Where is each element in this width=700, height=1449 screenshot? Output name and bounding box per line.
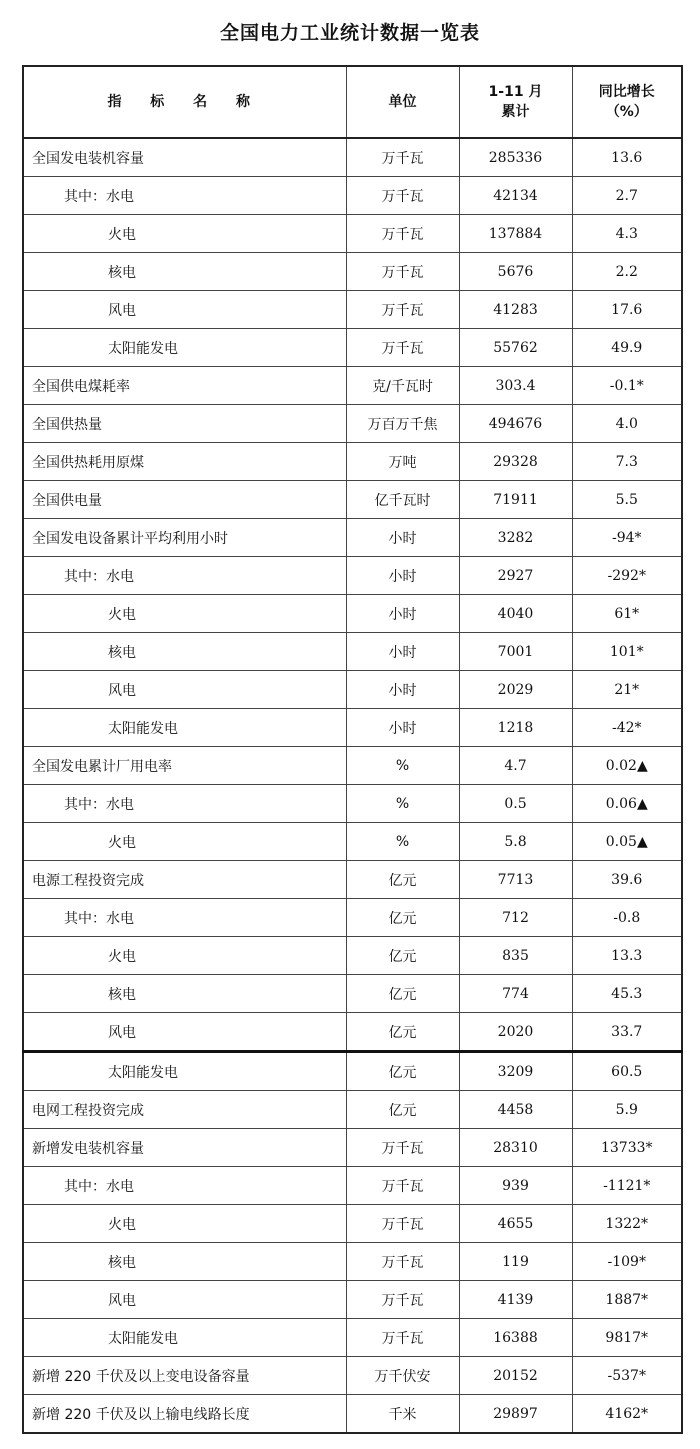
cumulative-value-cell: 939: [459, 1167, 572, 1205]
cumulative-value-cell: 2927: [459, 557, 572, 595]
table-row: [23, 1167, 682, 1205]
unit-cell: 万千瓦: [346, 253, 459, 291]
indicator-name-cell: 其中：水电: [23, 177, 346, 215]
growth-rate-cell: 4.0: [572, 405, 682, 443]
growth-rate-cell: 0.06▲: [572, 785, 682, 823]
unit-cell: 小时: [346, 709, 459, 747]
cumulative-value-cell: 42134: [459, 177, 572, 215]
growth-rate-cell: 60.5: [572, 1052, 682, 1091]
header-unit: 单位: [346, 66, 459, 138]
cumulative-value-cell: 137884: [459, 215, 572, 253]
indicator-name-cell: 风电: [23, 1281, 346, 1319]
growth-rate-cell: 4.3: [572, 215, 682, 253]
cumulative-value-cell: 2020: [459, 1013, 572, 1052]
growth-rate-cell: 9817*: [572, 1319, 682, 1357]
unit-cell: 亿元: [346, 1091, 459, 1129]
table-row: [23, 405, 682, 443]
cumulative-value-cell: 835: [459, 937, 572, 975]
table-row: [23, 709, 682, 747]
header-cumulative: [459, 66, 572, 138]
growth-rate-cell: 0.02▲: [572, 747, 682, 785]
table-row: [23, 291, 682, 329]
table-row: [23, 138, 682, 177]
table-row: [23, 367, 682, 405]
cumulative-value-cell: 4458: [459, 1091, 572, 1129]
table-row: [23, 557, 682, 595]
growth-rate-cell: -1121*: [572, 1167, 682, 1205]
indicator-name-cell: 其中：水电: [23, 785, 346, 823]
growth-rate-cell: -109*: [572, 1243, 682, 1281]
growth-rate-cell: 0.05▲: [572, 823, 682, 861]
header-growth: [572, 66, 682, 138]
unit-cell: 亿元: [346, 975, 459, 1013]
cumulative-value-cell: 712: [459, 899, 572, 937]
unit-cell: 小时: [346, 519, 459, 557]
header-indicator-name: 指 标 名 称: [23, 66, 346, 138]
indicator-name-cell: 火电: [23, 595, 346, 633]
unit-cell: 万千瓦: [346, 1167, 459, 1205]
table-row: [23, 1052, 682, 1091]
cumulative-value-cell: 29897: [459, 1395, 572, 1434]
indicator-name-cell: 其中：水电: [23, 899, 346, 937]
cumulative-value-cell: 1218: [459, 709, 572, 747]
growth-rate-cell: 4162*: [572, 1395, 682, 1434]
unit-cell: 万千瓦: [346, 329, 459, 367]
table-row: [23, 899, 682, 937]
table-row: [23, 1357, 682, 1395]
unit-cell: 万千瓦: [346, 291, 459, 329]
cumulative-value-cell: 55762: [459, 329, 572, 367]
growth-rate-cell: -0.1*: [572, 367, 682, 405]
table-row: [23, 785, 682, 823]
cumulative-value-cell: 0.5: [459, 785, 572, 823]
cumulative-value-cell: 4.7: [459, 747, 572, 785]
indicator-name-cell: 全国发电设备累计平均利用小时: [23, 519, 346, 557]
table-row: [23, 443, 682, 481]
cumulative-value-cell: 5.8: [459, 823, 572, 861]
growth-rate-cell: 13.3: [572, 937, 682, 975]
growth-rate-cell: -42*: [572, 709, 682, 747]
indicator-name-cell: 太阳能发电: [23, 709, 346, 747]
growth-rate-cell: 33.7: [572, 1013, 682, 1052]
growth-rate-cell: -0.8: [572, 899, 682, 937]
unit-cell: 万百万千焦: [346, 405, 459, 443]
header-row: [23, 66, 682, 138]
unit-cell: 万千瓦: [346, 1281, 459, 1319]
cumulative-value-cell: 71911: [459, 481, 572, 519]
indicator-name-cell: 全国发电累计厂用电率: [23, 747, 346, 785]
cumulative-value-cell: 3282: [459, 519, 572, 557]
unit-cell: 克/千瓦时: [346, 367, 459, 405]
indicator-name-cell: 风电: [23, 671, 346, 709]
unit-cell: %: [346, 785, 459, 823]
growth-rate-cell: 1322*: [572, 1205, 682, 1243]
indicator-name-cell: 风电: [23, 291, 346, 329]
unit-cell: 亿元: [346, 1013, 459, 1052]
unit-cell: 万千瓦: [346, 1319, 459, 1357]
indicator-name-cell: 新增 220 千伏及以上变电设备容量: [23, 1357, 346, 1395]
header-growth-unit: （%）: [605, 104, 648, 120]
cumulative-value-cell: 29328: [459, 443, 572, 481]
table-row: [23, 1319, 682, 1357]
indicator-name-cell: 火电: [23, 823, 346, 861]
cumulative-value-cell: 4139: [459, 1281, 572, 1319]
indicator-name-cell: 全国供热耗用原煤: [23, 443, 346, 481]
table-row: [23, 519, 682, 557]
cumulative-value-cell: 774: [459, 975, 572, 1013]
table-row: [23, 253, 682, 291]
unit-cell: %: [346, 747, 459, 785]
cumulative-value-cell: 7713: [459, 861, 572, 899]
unit-cell: 小时: [346, 633, 459, 671]
unit-cell: 万千瓦: [346, 215, 459, 253]
unit-cell: 千米: [346, 1395, 459, 1434]
indicator-name-cell: 其中：水电: [23, 557, 346, 595]
growth-rate-cell: -292*: [572, 557, 682, 595]
growth-rate-cell: -537*: [572, 1357, 682, 1395]
table-row: [23, 861, 682, 899]
table-row: [23, 1395, 682, 1434]
cumulative-value-cell: 20152: [459, 1357, 572, 1395]
table-body: [23, 138, 682, 1433]
unit-cell: 万吨: [346, 443, 459, 481]
indicator-name-cell: 太阳能发电: [23, 1319, 346, 1357]
growth-rate-cell: 101*: [572, 633, 682, 671]
indicator-name-cell: 核电: [23, 975, 346, 1013]
unit-cell: 小时: [346, 595, 459, 633]
unit-cell: 万千瓦: [346, 138, 459, 177]
cumulative-value-cell: 28310: [459, 1129, 572, 1167]
indicator-name-cell: 全国发电装机容量: [23, 138, 346, 177]
growth-rate-cell: 7.3: [572, 443, 682, 481]
table-row: [23, 633, 682, 671]
growth-rate-cell: 17.6: [572, 291, 682, 329]
indicator-name-cell: 太阳能发电: [23, 329, 346, 367]
unit-cell: 万千瓦: [346, 1129, 459, 1167]
cumulative-value-cell: 285336: [459, 138, 572, 177]
cumulative-value-cell: 7001: [459, 633, 572, 671]
table-row: [23, 1091, 682, 1129]
indicator-name-cell: 核电: [23, 1243, 346, 1281]
page-title: 全国电力工业统计数据一览表: [219, 22, 480, 44]
indicator-name-cell: 火电: [23, 1205, 346, 1243]
unit-cell: 亿千瓦时: [346, 481, 459, 519]
table-row: [23, 823, 682, 861]
table-row: [23, 1129, 682, 1167]
cumulative-value-cell: 41283: [459, 291, 572, 329]
statistics-table: [22, 65, 683, 1434]
growth-rate-cell: 2.7: [572, 177, 682, 215]
indicator-name-cell: 电网工程投资完成: [23, 1091, 346, 1129]
header-cumulative-period: 1-11 月: [488, 84, 543, 100]
indicator-name-cell: 全国供电量: [23, 481, 346, 519]
unit-cell: %: [346, 823, 459, 861]
unit-cell: 小时: [346, 557, 459, 595]
unit-cell: 亿元: [346, 937, 459, 975]
cumulative-value-cell: 119: [459, 1243, 572, 1281]
indicator-name-cell: 火电: [23, 215, 346, 253]
unit-cell: 亿元: [346, 899, 459, 937]
cumulative-value-cell: 16388: [459, 1319, 572, 1357]
indicator-name-cell: 核电: [23, 633, 346, 671]
table-row: [23, 1243, 682, 1281]
unit-cell: 万千伏安: [346, 1357, 459, 1395]
unit-cell: 亿元: [346, 1052, 459, 1091]
cumulative-value-cell: 4655: [459, 1205, 572, 1243]
cumulative-value-cell: 303.4: [459, 367, 572, 405]
indicator-name-cell: 全国供热量: [23, 405, 346, 443]
table-row: [23, 329, 682, 367]
unit-cell: 小时: [346, 671, 459, 709]
growth-rate-cell: 5.9: [572, 1091, 682, 1129]
table-row: [23, 481, 682, 519]
table-row: [23, 671, 682, 709]
cumulative-value-cell: 2029: [459, 671, 572, 709]
unit-cell: 万千瓦: [346, 177, 459, 215]
unit-cell: 亿元: [346, 861, 459, 899]
growth-rate-cell: 21*: [572, 671, 682, 709]
table-row: [23, 1205, 682, 1243]
growth-rate-cell: 1887*: [572, 1281, 682, 1319]
header-cumulative-label: 累计: [501, 104, 530, 120]
indicator-name-cell: 新增发电装机容量: [23, 1129, 346, 1167]
cumulative-value-cell: 4040: [459, 595, 572, 633]
unit-cell: 万千瓦: [346, 1243, 459, 1281]
growth-rate-cell: 5.5: [572, 481, 682, 519]
indicator-name-cell: 核电: [23, 253, 346, 291]
indicator-name-cell: 新增 220 千伏及以上输电线路长度: [23, 1395, 346, 1434]
growth-rate-cell: 13.6: [572, 138, 682, 177]
cumulative-value-cell: 494676: [459, 405, 572, 443]
indicator-name-cell: 太阳能发电: [23, 1052, 346, 1091]
unit-cell: 万千瓦: [346, 1205, 459, 1243]
growth-rate-cell: -94*: [572, 519, 682, 557]
table-row: [23, 1013, 682, 1052]
table-row: [23, 1281, 682, 1319]
table-row: [23, 595, 682, 633]
indicator-name-cell: 火电: [23, 937, 346, 975]
table-header: [23, 66, 682, 138]
indicator-name-cell: 风电: [23, 1013, 346, 1052]
table-row: [23, 215, 682, 253]
header-growth-label: 同比增长: [598, 84, 655, 100]
indicator-name-cell: 电源工程投资完成: [23, 861, 346, 899]
growth-rate-cell: 2.2: [572, 253, 682, 291]
growth-rate-cell: 49.9: [572, 329, 682, 367]
growth-rate-cell: 13733*: [572, 1129, 682, 1167]
table-row: [23, 177, 682, 215]
cumulative-value-cell: 5676: [459, 253, 572, 291]
growth-rate-cell: 45.3: [572, 975, 682, 1013]
cumulative-value-cell: 3209: [459, 1052, 572, 1091]
indicator-name-cell: 其中：水电: [23, 1167, 346, 1205]
table-row: [23, 937, 682, 975]
indicator-name-cell: 全国供电煤耗率: [23, 367, 346, 405]
table-row: [23, 747, 682, 785]
table-row: [23, 975, 682, 1013]
growth-rate-cell: 61*: [572, 595, 682, 633]
growth-rate-cell: 39.6: [572, 861, 682, 899]
